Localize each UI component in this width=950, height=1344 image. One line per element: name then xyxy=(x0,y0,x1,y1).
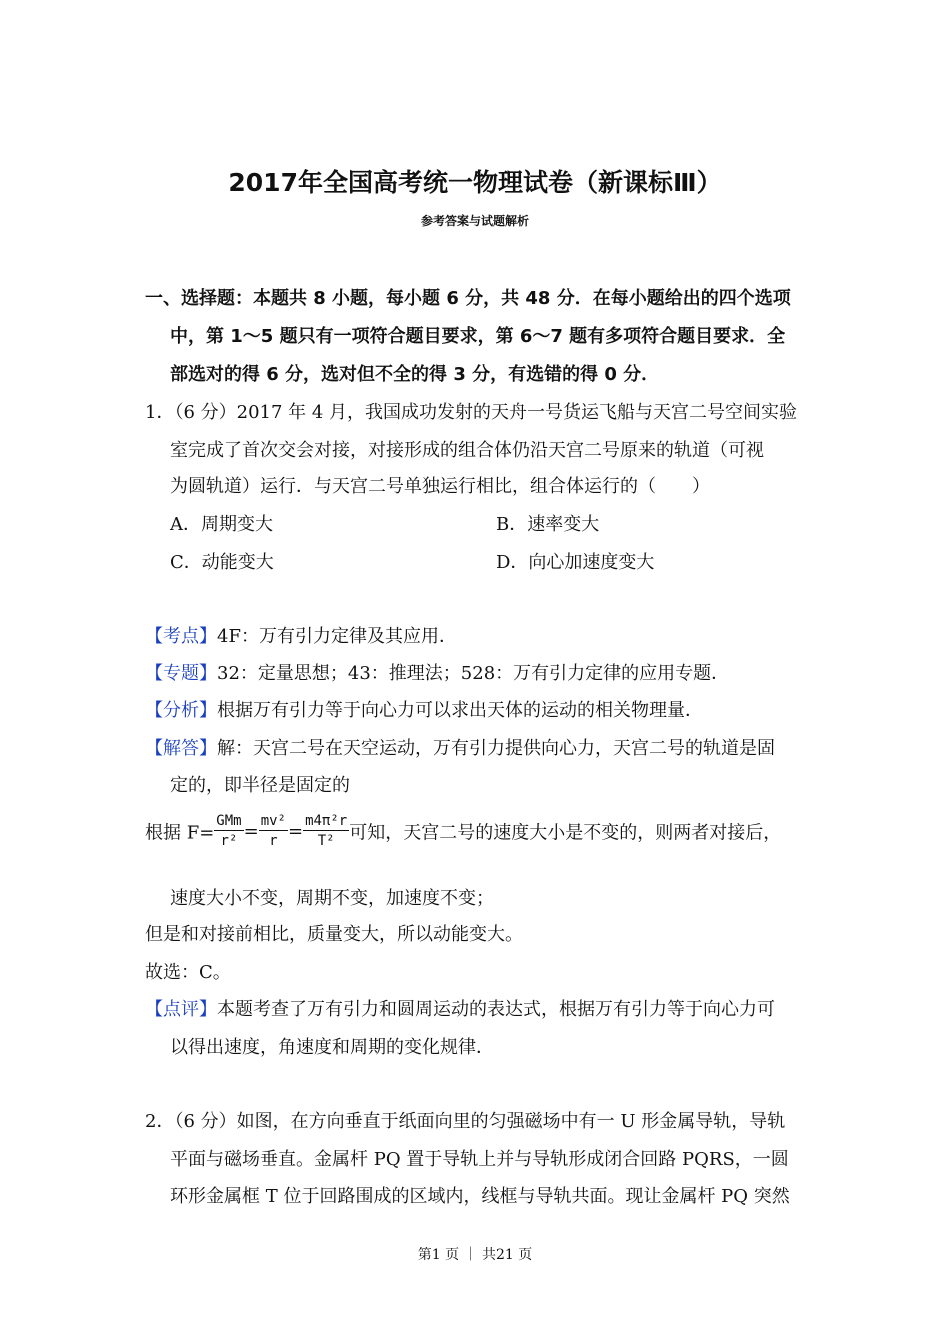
page-subtitle: 参考答案与试题解析 xyxy=(420,214,529,228)
jieda-line-2: 定的，即半径是固定的 xyxy=(170,775,350,796)
option-c: C．动能变大 xyxy=(170,552,274,573)
kaodian-tag: 【考点】 xyxy=(145,626,217,647)
page-title: 2017年全国高考统一物理试卷（新课标Ⅲ） xyxy=(228,168,722,197)
solution-line-b: 但是和对接前相比，质量变大，所以动能变大。 xyxy=(145,924,523,945)
question-2-line-3: 环形金属框 T 位于回路围成的区域内，线框与导轨共面。现让金属杆 PQ 突然 xyxy=(170,1186,790,1207)
fraction-velocity-numerator: mv² xyxy=(260,813,286,829)
fraction-gravity xyxy=(214,812,243,851)
fraction-velocity xyxy=(259,812,288,851)
equals-sign: = xyxy=(243,821,259,842)
jieda-line-1 xyxy=(145,734,775,760)
option-a: A．周期变大 xyxy=(170,514,273,535)
fraction-velocity-denominator: r xyxy=(269,833,278,849)
fraction-period xyxy=(303,812,349,851)
formula-line xyxy=(145,812,781,851)
option-b: B．速率变大 xyxy=(496,514,600,535)
equals-sign: = xyxy=(287,821,304,842)
jieda-tag: 【解答】 xyxy=(145,738,217,759)
question-1-line-1: 1．（6 分）2017 年 4 月，我国成功发射的天舟一号货运飞船与天宫二号空间实验 xyxy=(145,402,798,423)
dianping-tag: 【点评】 xyxy=(145,999,217,1020)
section-heading-line-3: 部选对的得 6 分，选对但不全的得 3 分，有选错的得 0 分． xyxy=(170,364,660,385)
option-d: D．向心加速度变大 xyxy=(496,552,655,573)
zhuanti-tag: 【专题】 xyxy=(145,663,217,684)
question-1-line-2: 室完成了首次交会对接，对接形成的组合体仍沿天宫二号原来的轨道（可视 xyxy=(170,440,764,461)
zhuanti-line xyxy=(145,659,729,685)
fraction-gravity-denominator: r² xyxy=(220,833,238,849)
fenxi-tag: 【分析】 xyxy=(145,700,217,721)
formula-suffix: 可知，天宫二号的速度大小是不变的，则两者对接后， xyxy=(349,822,782,844)
dianping-text-1: 本题考查了万有引力和圆周运动的表达式，根据万有引力等于向心力可 xyxy=(217,999,775,1020)
section-heading-line-1: 一、选择题：本题共 8 小题，每小题 6 分，共 48 分．在每小题给出的四个选项 xyxy=(145,288,791,309)
fenxi-line xyxy=(145,696,703,722)
formula-prefix: 根据 F= xyxy=(145,822,215,844)
dianping-line-1 xyxy=(145,995,775,1021)
solution-line-a: 速度大小不变，周期不变，加速度不变； xyxy=(170,888,494,909)
fraction-gravity-numerator: GMm xyxy=(216,813,242,829)
kaodian-line xyxy=(145,622,457,648)
kaodian-text: 4F：万有引力定律及其应用． xyxy=(217,626,457,647)
dianping-line-2: 以得出速度，角速度和周期的变化规律． xyxy=(170,1037,494,1058)
jieda-text-1: 解：天宫二号在天空运动，万有引力提供向心力，天宫二号的轨道是固 xyxy=(217,738,775,759)
zhuanti-text: 32：定量思想；43：推理法；528：万有引力定律的应用专题． xyxy=(217,663,730,684)
section-heading-line-2: 中，第 1～5 题只有一项符合题目要求，第 6～7 题有多项符合题目要求．全 xyxy=(170,326,786,347)
fraction-period-denominator: T² xyxy=(317,833,335,849)
fraction-period-numerator: m4π²r xyxy=(305,813,348,829)
question-1-line-3: 为圆轨道）运行．与天宫二号单独运行相比，组合体运行的（ ） xyxy=(170,476,710,497)
question-2-line-2: 平面与磁场垂直。金属杆 PQ 置于导轨上并与导轨形成闭合回路 PQRS，一圆 xyxy=(170,1149,789,1170)
answer-line: 故选：C。 xyxy=(145,962,231,983)
question-2-line-1: 2．（6 分）如图，在方向垂直于纸面向里的匀强磁场中有一 U 形金属导轨，导轨 xyxy=(145,1111,786,1132)
page-footer: 第1 页 ｜ 共21 页 xyxy=(417,1247,533,1263)
fenxi-text: 根据万有引力等于向心力可以求出天体的运动的相关物理量． xyxy=(217,700,703,721)
